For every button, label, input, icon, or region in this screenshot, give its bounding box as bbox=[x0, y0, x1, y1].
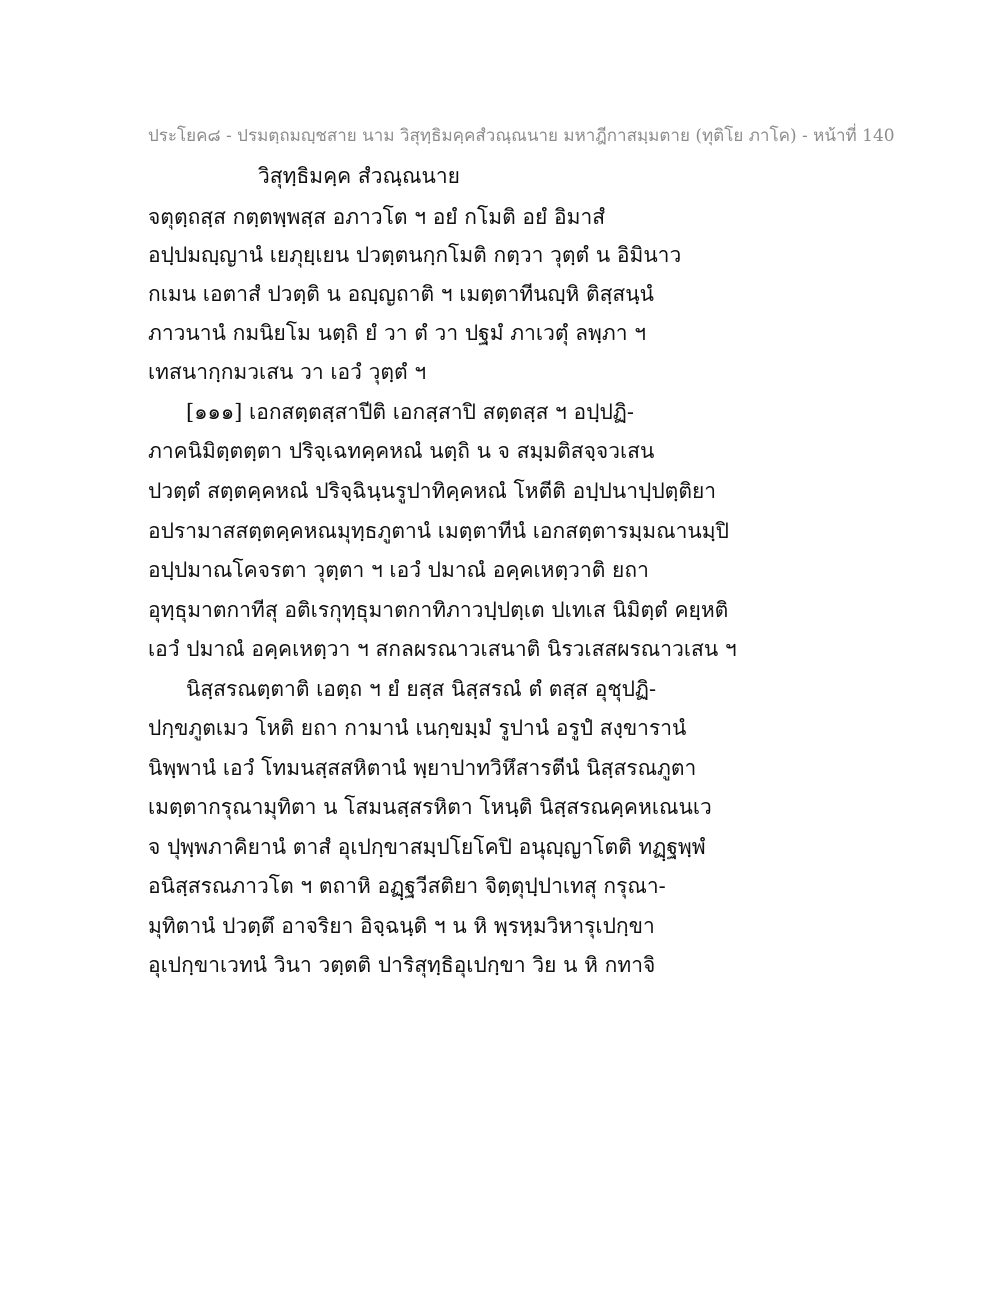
text-line: จตุตฺถสฺส กตฺตพฺพสฺส อภาวโต ฯ อยํ กโมติ อยํ อิมาสํ bbox=[148, 205, 606, 229]
text-line: กเมน เอตาสํ ปวตฺติ น อญฺญถาติ ฯ เมตฺตาทีนญฺหิ ติสฺสนฺนํ bbox=[148, 282, 654, 306]
text-line: อุเปกฺขาเวทนํ วินา วตฺตติ ปาริสุทฺธิอุเปกฺขา วิย น หิ กทาจิ bbox=[148, 953, 656, 977]
paragraph-start-line: นิสฺสรณตฺตาติ เอตฺถ ฯ ยํ ยสฺส นิสฺสรณํ ตํ ตสฺส อุชุปฏิ- bbox=[186, 677, 657, 701]
text-line: จ ปุพฺพภาคิยานํ ตาสํ อุเปกฺขาสมฺปโยโคปิ อนุญฺญาโตติ ทฏฺฐพฺพํ bbox=[148, 835, 706, 859]
text-line: อปฺปมาณโคจรตา วุตฺตา ฯ เอวํ ปมาณํ อคฺคเหตฺวาติ ยถา bbox=[148, 558, 649, 582]
text-line: เมตฺตากรุณามุทิตา น โสมนสฺสรหิตา โหนฺติ นิสฺสรณคฺคหเณนเว bbox=[148, 795, 712, 819]
text-line: อปรามาสสตฺตคฺคหณมุทฺธภูตานํ เมตฺตาทีนํ เอกสตฺตารมฺมณานมฺปิ bbox=[148, 519, 729, 543]
text-line: นิพฺพานํ เอวํ โทมนสฺสสหิตานํ พฺยาปาทวิหึสารตีนํ นิสฺสรณภูตา bbox=[148, 756, 697, 780]
text-line: เทสนากฺกมวเสน วา เอวํ วุตฺตํ ฯ bbox=[148, 360, 427, 384]
text-line: มุทิตานํ ปวตฺตึ อาจริยา อิจฺฉนฺติ ฯ น หิ พฺรหฺมวิหารุเปกฺขา bbox=[148, 914, 655, 938]
paragraph-start-line: [๑๑๑] เอกสตฺตสฺสาปีติ เอกสฺสาปิ สตฺตสฺส ฯ อปฺปฏิ- bbox=[186, 400, 634, 424]
text-line: อุทฺธุมาตกาทีสุ อติเรกุทฺธุมาตกาทิภาวปฺปตฺเต ปเทเส นิมิตฺตํ คยฺหติ bbox=[148, 598, 729, 622]
text-line: ปวตฺตํ สตฺตคฺคหณํ ปริจฺฉินฺนรูปาทิคฺคหณํ โหตีติ อปฺปนาปฺปตฺติยา bbox=[148, 479, 717, 503]
running-header: ประโยค๘ - ปรมตฺถมญฺชสาย นาม วิสุทฺธิมคฺคสํวณฺณนาย มหาฎีกาสมฺมตาย (ทุติโย ภาโค) - หน้าที่ 140 bbox=[148, 126, 895, 146]
text-line: เอวํ ปมาณํ อคฺคเหตฺวา ฯ สกลผรณาวเสนาติ นิรวเสสผรณาวเสน ฯ bbox=[148, 637, 737, 661]
text-line: อนิสฺสรณภาวโต ฯ ตถาหิ อฏฺฐวีสติยา จิตฺตุปฺปาเทสุ กรุณา- bbox=[148, 874, 666, 898]
text-line: ปกฺขภูตเมว โหติ ยถา กามานํ เนกฺขมฺมํ รูปานํ อรูปํ สงฺขารานํ bbox=[148, 716, 687, 740]
text-line: ภาวนานํ กมนิยโม นตฺถิ ยํ วา ตํ วา ปฐมํ ภาเวตุํ ลพฺภา ฯ bbox=[148, 321, 646, 345]
document-title: วิสุทฺธิมคฺค สํวณฺณนาย bbox=[258, 164, 460, 188]
text-line: ภาคนิมิตฺตตฺตา ปริจฺเฉทคฺคหณํ นตฺถิ น จ สมฺมติสจฺจวเสน bbox=[148, 439, 655, 463]
text-line: อปฺปมญฺญานํ เยภุยฺเยน ปวตฺตนกฺกโมติ กตฺวา วุตฺตํ น อิมินาว bbox=[148, 243, 682, 267]
